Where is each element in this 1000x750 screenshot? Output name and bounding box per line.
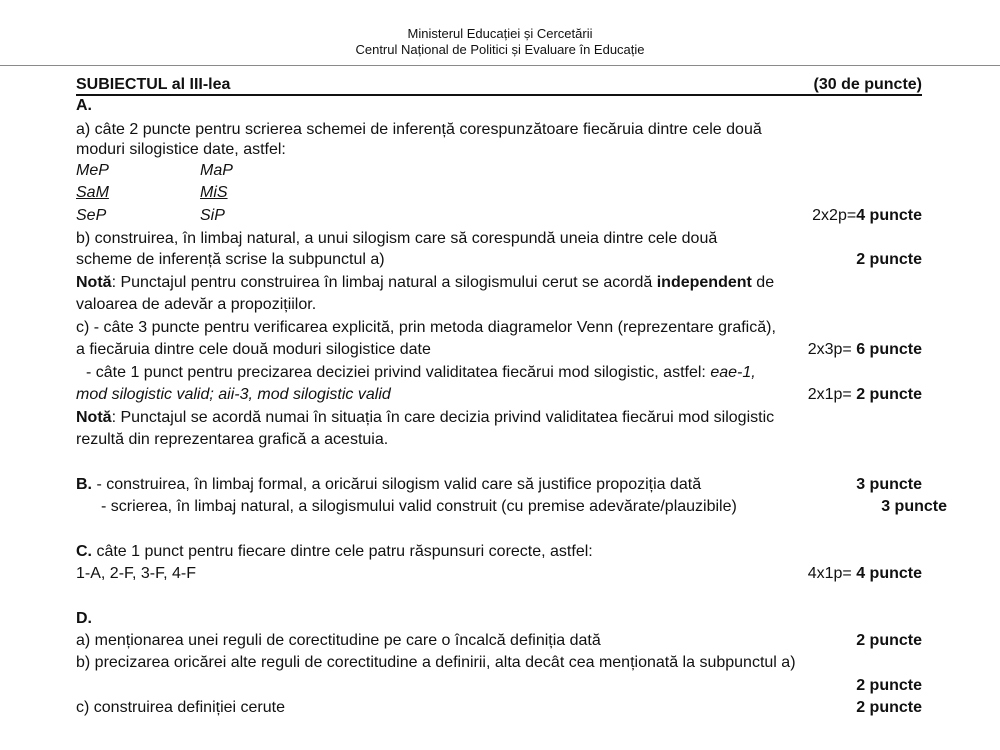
a-score xyxy=(812,205,922,227)
c-text-line4-row xyxy=(76,384,922,406)
c-score2-value: 2 puncte xyxy=(851,386,922,403)
a-text-line2: moduri silogistice date, astfel: xyxy=(76,141,286,158)
section-c-row2 xyxy=(76,563,922,585)
schema-row-1 xyxy=(76,160,922,182)
d-a-text: a) menționarea unei reguli de corectitudine pe care o încalcă definiția dată xyxy=(76,632,601,649)
schema-conclusion-2: SiP xyxy=(200,207,225,224)
d-c-row xyxy=(76,697,922,719)
c-text-line2-row xyxy=(76,339,922,361)
d-c-score: 2 puncte xyxy=(856,699,922,716)
c-text-line4: mod silogistic valid; aii-3, mod silogistic valid xyxy=(76,386,391,403)
subject-points: (30 de puncte) xyxy=(813,76,922,93)
d-b-score-row xyxy=(76,675,922,697)
b-text2: - scrierea, în limbaj natural, a silogismului valid construit (cu premise adevărate/plauzibile) xyxy=(101,498,737,515)
subject-title: SUBIECTUL al III-lea xyxy=(76,76,231,93)
note2-label: Notă xyxy=(76,409,112,426)
b-score2: 3 puncte xyxy=(881,498,947,515)
b-text-line2-row xyxy=(76,249,922,271)
note1-line2: valoarea de adevăr a propozițiilor. xyxy=(76,296,317,313)
section-b-label: B. xyxy=(76,476,92,493)
section-c-label: C. xyxy=(76,543,92,560)
a-text-line1: a) câte 2 puncte pentru scrierea schemei de inferență corespunzătoare fiecăruia dintre cele două xyxy=(76,121,762,138)
header-divider xyxy=(0,65,1000,66)
b-text1: - construirea, în limbaj formal, a oricărui silogism valid care să justifice propoziția dată xyxy=(92,476,702,493)
c-score1 xyxy=(808,339,922,361)
note1-line1 xyxy=(76,272,922,294)
c-score-value: 4 puncte xyxy=(851,565,922,582)
c-answers: 1-A, 2-F, 3-F, 4-F xyxy=(76,565,197,582)
ministry-header: Ministerul Educației și Cercetării xyxy=(407,26,593,41)
a-score-value: 4 puncte xyxy=(856,207,922,224)
c-score-formula: 4x1p= xyxy=(807,565,852,582)
c-text-line3-b: eae-1, xyxy=(710,364,756,381)
c-score2 xyxy=(808,384,922,406)
schema-major-premise-1: MeP xyxy=(76,162,109,179)
c-text1: câte 1 punct pentru fiecare dintre cele patru răspunsuri corecte, astfel: xyxy=(92,543,593,560)
b-score: 2 puncte xyxy=(856,251,922,268)
note2-text: : Punctajul se acordă numai în situația în care decizia privind validitatea fiecărui mod silogistic xyxy=(111,409,775,426)
d-a-score: 2 puncte xyxy=(856,632,922,649)
schema-row-2 xyxy=(76,182,922,204)
note2-line2: rezultă din reprezentarea grafică a acestuia. xyxy=(76,431,389,448)
section-b-row2 xyxy=(76,496,947,518)
c-text-line2: a fiecăruia dintre cele două moduri silogistice date xyxy=(76,341,431,358)
section-b-row1 xyxy=(76,474,922,496)
note1-label: Notă xyxy=(76,274,112,291)
d-b-row: b) precizarea oricărei alte reguli de corectitudine a definirii, alta decât cea menționată la subpunctul a) xyxy=(76,654,796,671)
b-text-line2: scheme de inferență scrise la subpunctul a) xyxy=(76,251,385,268)
c-score1-value: 6 puncte xyxy=(851,341,922,358)
note1-text-b: de xyxy=(751,274,775,291)
c-text-line3-a: - câte 1 punct pentru precizarea deciziei privind validitatea fiecărui mod silogistic, astfel: xyxy=(86,364,711,381)
schema-minor-premise-2: MiS xyxy=(200,184,228,201)
c-score xyxy=(808,563,922,585)
schema-minor-premise-1: SaM xyxy=(76,184,109,201)
note1-bold: independent xyxy=(656,274,752,291)
note1-text-a: : Punctajul pentru construirea în limbaj natural a silogismului cerut se acordă xyxy=(111,274,657,291)
d-c-text: c) construirea definiției cerute xyxy=(76,699,285,716)
note2-line1 xyxy=(76,407,922,429)
d-b-score: 2 puncte xyxy=(856,677,922,694)
b-score1: 3 puncte xyxy=(856,476,922,493)
d-a-row xyxy=(76,630,922,652)
section-d-label: D. xyxy=(76,610,92,627)
schema-major-premise-2: MaP xyxy=(200,162,233,179)
schema-row-3 xyxy=(76,205,922,227)
section-c-row1 xyxy=(76,541,922,563)
a-score-formula: 2x2p= xyxy=(812,207,857,224)
center-header: Centrul Național de Politici și Evaluare în Educație xyxy=(355,42,645,57)
b-text-line1: b) construirea, în limbaj natural, a unui silogism care să corespundă uneia dintre cele două xyxy=(76,230,718,247)
c-text-line1: c) - câte 3 puncte pentru verificarea explicită, prin metoda diagramelor Venn (reprezentare grafică), xyxy=(76,319,776,336)
section-a-label: A. xyxy=(76,97,92,114)
c-text-line3 xyxy=(76,362,932,384)
subject-title-row xyxy=(76,74,922,96)
c-score1-formula: 2x3p= xyxy=(807,341,852,358)
schema-conclusion-1: SeP xyxy=(76,207,107,224)
c-score2-formula: 2x1p= xyxy=(807,386,852,403)
